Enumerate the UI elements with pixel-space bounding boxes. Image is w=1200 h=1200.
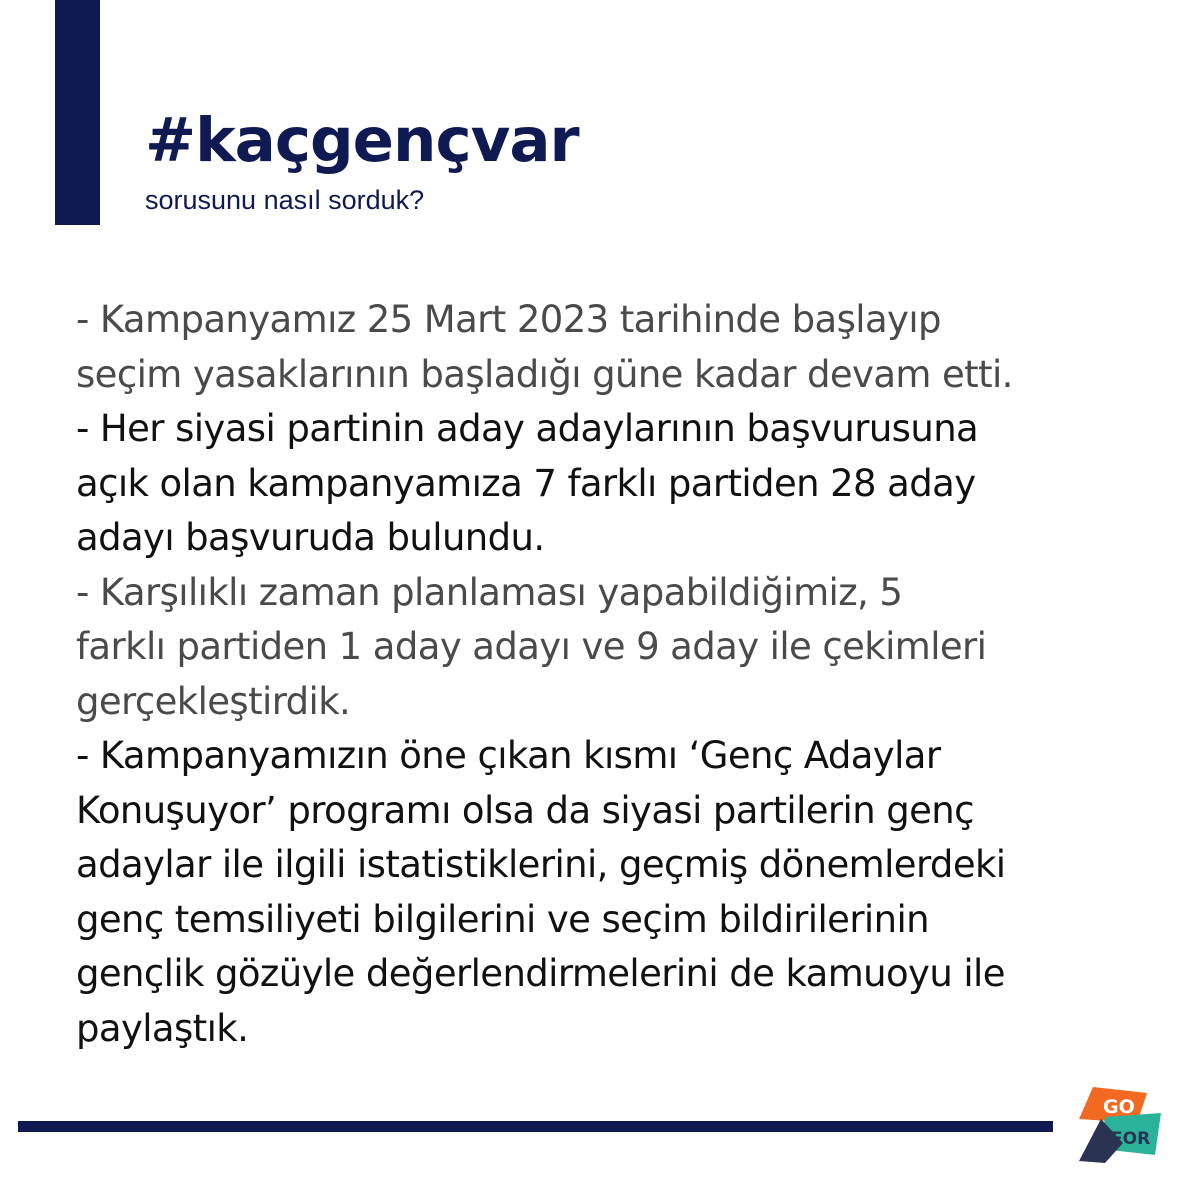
- text-line: - Her siyasi partinin aday adaylarının başvurusuna: [76, 407, 979, 450]
- text-line: adayı başvuruda bulundu.: [76, 516, 545, 559]
- text-line: farklı partiden 1 aday adayı ve 9 aday ile çekimleri: [76, 625, 987, 668]
- text-line: gençlik gözüyle değerlendirmelerini de kamuoyu ile: [76, 952, 1005, 995]
- paragraph-program: [76, 729, 1156, 1056]
- text-line: paylaştık.: [76, 1006, 249, 1050]
- header: [145, 105, 579, 215]
- paragraph-filming: [76, 566, 1156, 730]
- paragraph-campaign-dates: [76, 293, 1156, 402]
- text-line: gerçekleştirdik.: [76, 679, 351, 723]
- text-line: seçim yasaklarının başladığı güne kadar devam etti.: [76, 352, 1013, 396]
- text-line: - Karşılıklı zaman planlaması yapabildiğimiz, 5: [76, 570, 903, 614]
- logo-text-go: GO: [1103, 1096, 1135, 1118]
- body-text: [76, 293, 1156, 1056]
- bottom-divider: [18, 1121, 1053, 1132]
- hashtag-title: #kaçgençvar: [145, 105, 579, 176]
- left-accent-bar: [55, 0, 100, 225]
- text-line: - Kampanyamız 25 Mart 2023 tarihinde başlayıp: [76, 298, 941, 341]
- text-line: genç temsiliyeti bilgilerini ve seçim bildirilerinin: [76, 897, 929, 941]
- gofor-logo: [1075, 1083, 1165, 1168]
- logo-text-for: FOR: [1111, 1129, 1151, 1149]
- text-line: - Kampanyamızın öne çıkan kısmı ‘Genç Adaylar: [76, 734, 941, 777]
- subtitle: sorusunu nasıl sorduk?: [145, 185, 425, 215]
- text-line: Konuşuyor’ programı olsa da siyasi partilerin genç: [76, 788, 974, 832]
- paragraph-applications: [76, 402, 1156, 566]
- text-line: açık olan kampanyamıza 7 farklı partiden 28 aday: [76, 461, 976, 505]
- text-line: adaylar ile ilgili istatistiklerini, geçmiş dönemlerdeki: [76, 843, 1006, 886]
